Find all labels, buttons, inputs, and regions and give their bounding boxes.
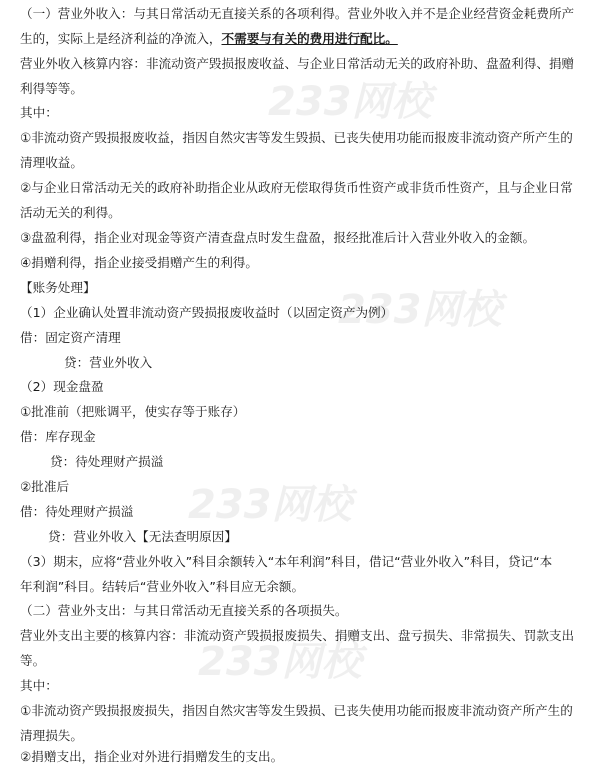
text-line: 其中： <box>20 105 58 120</box>
text-line: ①批准前（把账调平，使实存等于账存） <box>20 404 246 419</box>
text-line: ④捐赠利得，指企业接受捐赠产生的利得。 <box>20 255 258 270</box>
text-line: 等。 <box>20 653 46 668</box>
journal-debit: 借：待处理财产损溢 <box>20 504 134 519</box>
journal-credit: 贷：待处理财产损溢 <box>50 454 164 469</box>
text-line: ②捐赠支出，指企业对外进行捐赠发生的支出。 <box>20 749 284 764</box>
text-line: 其中： <box>20 678 58 693</box>
text-line: ②批准后 <box>20 479 70 494</box>
text-line: 年利润”科目。结转后“营业外收入”科目应无余额。 <box>20 579 305 594</box>
journal-credit: 贷：营业外收入【无法查明原因】 <box>48 529 237 544</box>
journal-credit: 贷：营业外收入 <box>64 355 153 370</box>
text-line: 营业外支出主要的核算内容：非流动资产毁损报废损失、捐赠支出、盘亏损失、非常损失、罚款支出 <box>20 628 575 643</box>
text-line: ①非流动资产毁损报废收益，指因自然灾害等发生毁损、已丧失使用功能而报废非流动资产所产生的 <box>20 130 573 145</box>
text-line: 清理损失。 <box>20 728 83 743</box>
text-line: 生的，实际上是经济利益的净流入，不需要与有关的费用进行配比。 <box>20 31 398 46</box>
text-line: （3）期末，应将“营业外收入”科目余额转入“本年利润”科目，借记“营业外收入”科目，贷记“本 <box>20 554 553 569</box>
text-line: （二）营业外支出：与其日常活动无直接关系的各项损失。 <box>20 603 348 618</box>
journal-debit: 借：库存现金 <box>20 429 96 444</box>
watermark-logo: 233网校 <box>198 639 362 685</box>
text-line: 清理收益。 <box>20 155 83 170</box>
section-heading: 【账务处理】 <box>20 280 96 295</box>
text-line: ③盘盈利得，指企业对现金等资产清查盘点时发生盘盈，报经批准后计入营业外收入的金额。 <box>20 230 536 245</box>
watermark-logo: 233网校 <box>188 482 352 528</box>
text-line: （1）企业确认处置非流动资产毁损报废收益时（以固定资产为例） <box>20 305 394 320</box>
emphasis-text: 不需要与有关的费用进行配比。 <box>221 31 398 46</box>
text-line: （2）现金盘盈 <box>20 379 104 394</box>
text-line: ②与企业日常活动无关的政府补助指企业从政府无偿取得货币性资产或非货币性资产，且与企业日常 <box>20 180 573 195</box>
watermark-logo: 233网校 <box>268 79 432 125</box>
text-line: 活动无关的利得。 <box>20 205 121 220</box>
text-line: 营业外收入核算内容：非流动资产毁损报废收益、与企业日常活动无关的政府补助、盘盈利得、捐赠 <box>20 56 575 71</box>
text-line: （一）营业外收入：与其日常活动无直接关系的各项利得。营业外收入并不是企业经营资金耗费所产 <box>20 6 575 21</box>
text-line: 利得等等。 <box>20 81 83 96</box>
journal-debit: 借：固定资产清理 <box>20 330 121 345</box>
text-line: ①非流动资产毁损报废损失，指因自然灾害等发生毁损、已丧失使用功能而报废非流动资产所产生的 <box>20 703 573 718</box>
watermark-logo: 233网校 <box>338 287 502 333</box>
